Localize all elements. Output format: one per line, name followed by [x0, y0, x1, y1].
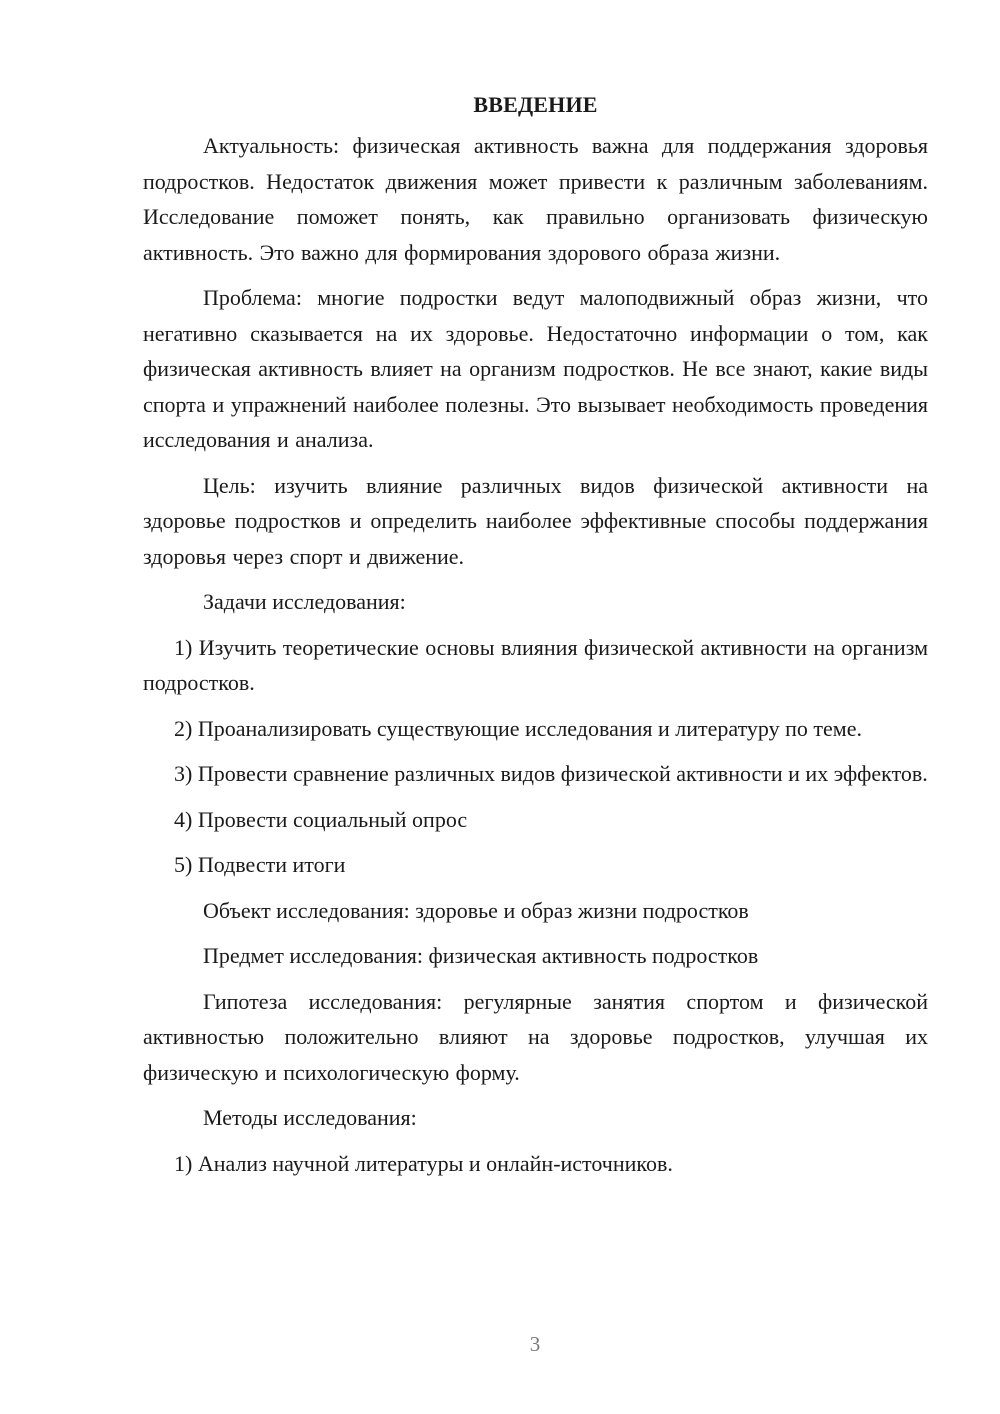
tasks-heading: Задачи исследования: [203, 589, 406, 614]
task-item: 4) Провести социальный опрос [174, 806, 468, 832]
method-item: 1) Анализ научной литературы и онлайн-источников. [174, 1150, 673, 1176]
page-number: 3 [529, 1332, 541, 1356]
task-item: 3) Провести сравнение различных видов физической активности и их эффектов. [174, 761, 928, 786]
document-page [143, 90, 928, 1191]
paragraph-relevance: Актуальность: физическая активность важна для поддержания здоровья подростков. Недостаток движения может привести к различным заболеваниям. Исследование поможет понять, как правильно организовать физическую активность. Это важно для формирования здорового образа жизни. [143, 133, 928, 265]
page-title: ВВЕДЕНИЕ [473, 92, 598, 117]
task-item: 2) Проанализировать существующие исследования и литературу по теме. [174, 715, 862, 741]
paragraph-subject: Предмет исследования: физическая активность подростков [203, 943, 759, 968]
methods-heading: Методы исследования: [203, 1105, 417, 1130]
paragraph-goal: Цель: изучить влияние различных видов физической активности на здоровье подростков и определить наиболее эффективные способы поддержания здоровья через спорт и движение. [143, 472, 928, 569]
paragraph-object: Объект исследования: здоровье и образ жизни подростков [203, 897, 749, 923]
task-item: 5) Подвести итоги [174, 852, 346, 877]
paragraph-hypothesis: Гипотеза исследования: регулярные занятия спортом и физической активностью положительно влияют на здоровье подростков, улучшая их физическую и психологическую форму. [143, 988, 928, 1085]
task-item: 1) Изучить теоретические основы влияния физической активности на организм подростков. [143, 634, 928, 695]
paragraph-problem: Проблема: многие подростки ведут малоподвижный образ жизни, что негативно сказывается на их здоровье. Недостаточно информации о том, как физическая активность влияет на организм подростков. Не все знают, какие виды спорта и упражнений наиболее полезны. Это вызывает необходимость проведения исследования и анализа. [143, 285, 928, 452]
